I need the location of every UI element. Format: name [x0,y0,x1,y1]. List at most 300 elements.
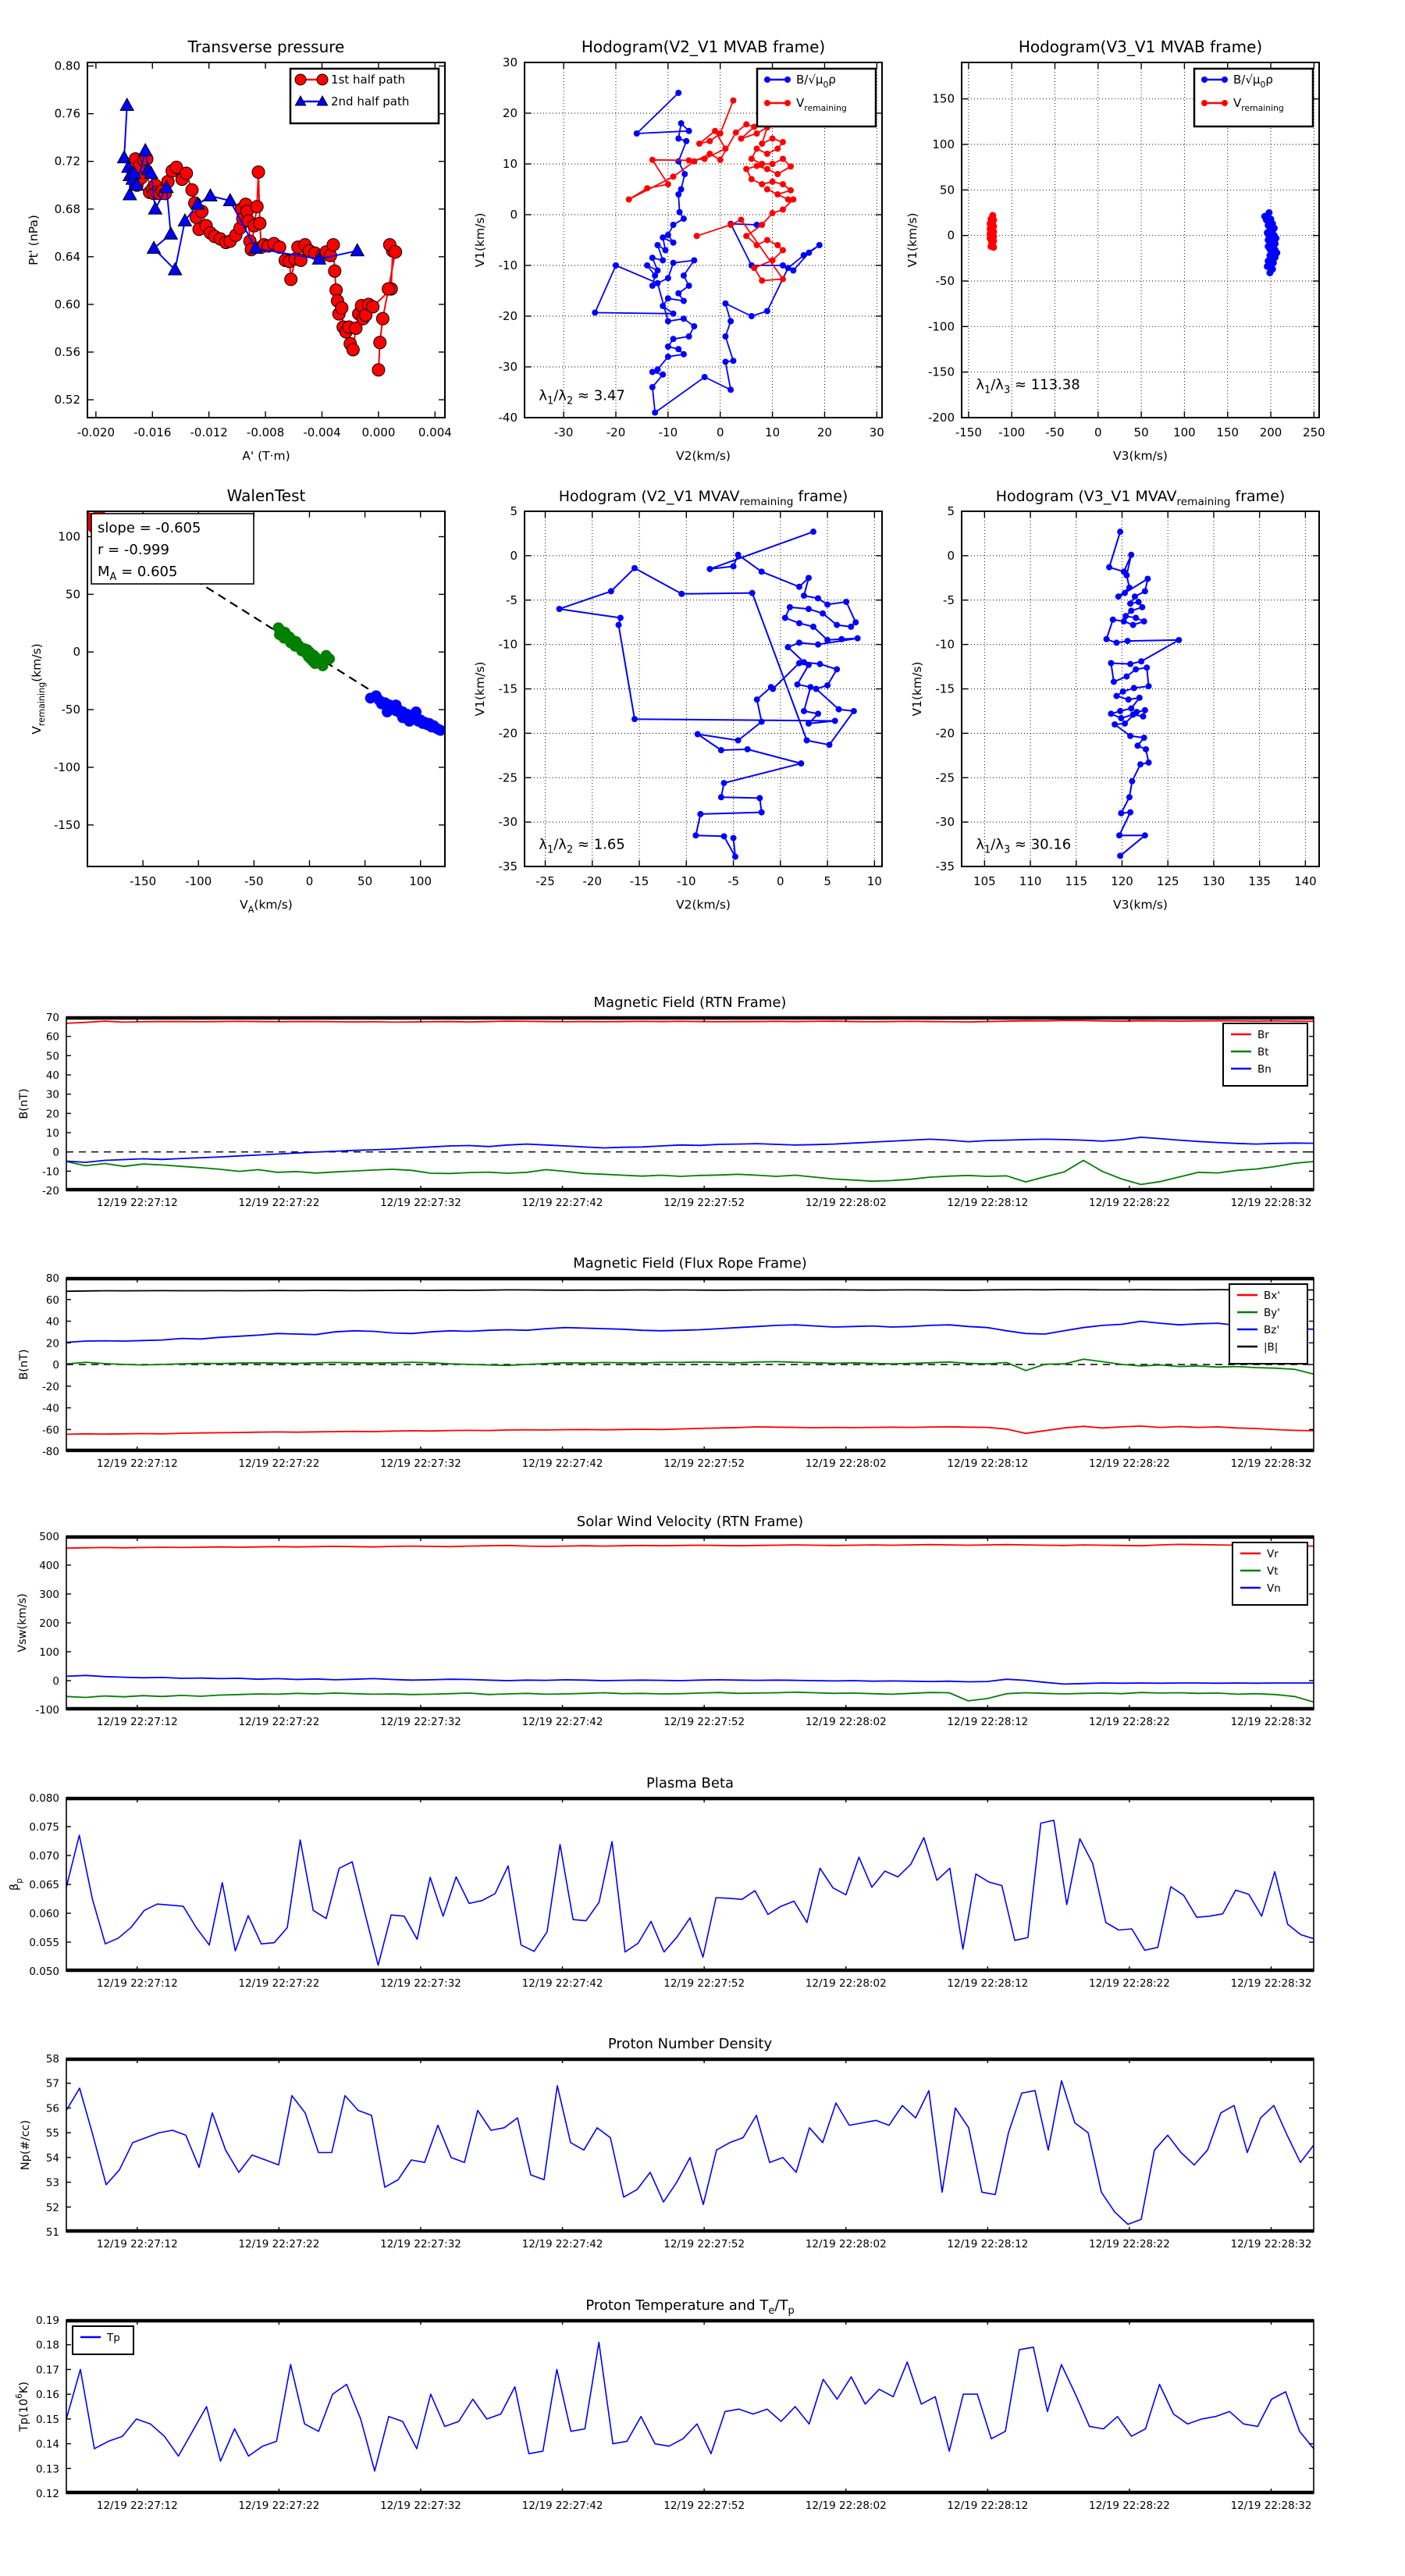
svg-text:12/19 22:28:32: 12/19 22:28:32 [1230,1977,1312,1990]
svg-text:-40: -40 [498,411,518,425]
plasma-beta-axes [29,1792,1314,1990]
svg-text:0.004: 0.004 [418,425,452,439]
svg-text:100: 100 [932,137,955,151]
svg-text:60: 60 [45,1030,59,1044]
solar-wind-velocity-svg [16,1514,1314,1728]
svg-text:500: 500 [39,1531,59,1543]
svg-text:-0.004: -0.004 [303,425,341,439]
hodogram-v3v1-mvab-series-v-remaining-cluster [987,212,997,251]
svg-text:0.055: 0.055 [29,1937,59,1949]
svg-text:-30: -30 [498,360,518,374]
svg-text:-5: -5 [943,592,955,607]
proton-temperature-svg [15,2297,1314,2512]
hodogram-v2v1-mvav-svg [473,488,882,912]
svg-text:-5: -5 [727,874,740,888]
magnetic-field-rtn-legend [1223,1023,1307,1086]
svg-text:0.56: 0.56 [54,345,80,360]
svg-text:0: 0 [52,1359,59,1372]
svg-text:300: 300 [39,1589,59,1601]
magnetic-field-flux-rope-axes [42,1272,1314,1470]
svg-text:30: 30 [502,55,518,69]
solar-wind-velocity-series-Vr [66,1544,1314,1548]
plot-magnetic-field-flux-rope [18,1255,1314,1470]
svg-text:Vremaining: $V_{remaining}$ [796,96,847,113]
svg-text:12/19 22:27:12: 12/19 22:27:12 [96,1457,178,1470]
svg-text:Bx': Bx' [1264,1290,1280,1302]
svg-text:12/19 22:27:32: 12/19 22:27:32 [380,1716,461,1728]
magnetic-field-flux-rope-legend [1229,1284,1307,1364]
hodogram-v2v1-mvav-title: Hodogram (V2_V1 $MVAV_{remaining}$ frame) [558,488,848,508]
svg-text:135: 135 [1248,874,1271,888]
plot-walen-test [30,486,445,915]
svg-text:0.18: 0.18 [35,2339,59,2352]
magnetic-field-flux-rope-series-Bx-prime [66,1426,1314,1435]
svg-text:50: 50 [45,1050,59,1063]
svg-text:Vremaining: $V_{remaining}$ [1233,96,1284,113]
svg-text:20: 20 [502,106,518,120]
svg-text:12/19 22:28:12: 12/19 22:28:12 [947,1457,1029,1470]
plot-hodogram-v3v1-mvab-frame [905,37,1325,463]
svg-text:30: 30 [45,1088,59,1101]
svg-text:150: 150 [1216,425,1240,439]
svg-text:12/19 22:28:02: 12/19 22:28:02 [805,1977,887,1990]
svg-text:12/19 22:28:02: 12/19 22:28:02 [805,1457,887,1470]
walen-test-xlabel: $V_A(km/s)$ [240,898,293,915]
svg-text:0.065: 0.065 [29,1879,59,1891]
svg-text:5: 5 [947,504,955,518]
svg-text:Tp: Tp [107,2332,120,2344]
svg-text:12/19 22:28:12: 12/19 22:28:12 [947,2500,1029,2512]
walen-test-title: WalenTest [226,486,306,505]
plot-transverse-pressure [27,37,452,463]
svg-text:12/19 22:28:12: 12/19 22:28:12 [947,1977,1029,1990]
svg-text:0.14: 0.14 [35,2438,59,2451]
svg-text:-20: -20 [41,1185,59,1197]
proton-temperature-legend [73,2326,133,2354]
hodogram-v3v1-mvav-series-v-hodogram [1104,528,1183,859]
svg-text:12/19 22:27:52: 12/19 22:27:52 [663,1716,745,1728]
plot-plasma-beta [9,1775,1314,1990]
svg-text:Bt: Bt [1257,1046,1269,1059]
svg-text:50: 50 [939,183,955,197]
svg-text:12/19 22:27:12: 12/19 22:27:12 [96,1977,178,1990]
hodogram-v2v1-mvab-annotation: $\lambda_1/\lambda_2 \approx 3.47$ [539,387,625,407]
svg-text:10: 10 [45,1127,59,1140]
svg-text:12/19 22:27:32: 12/19 22:27:32 [380,2238,461,2250]
svg-text:12/19 22:27:22: 12/19 22:27:22 [238,1457,320,1470]
hodogram-v3v1-mvav-xlabel: V3(km/s) [1113,898,1168,912]
plot-hodogram-v2v1-mvab-frame [473,37,884,463]
magnetic-field-flux-rope-svg [18,1255,1314,1470]
svg-text:12/19 22:27:42: 12/19 22:27:42 [521,2500,603,2512]
transverse-pressure-svg [27,37,452,463]
svg-text:0: 0 [73,645,80,660]
svg-text:58: 58 [45,2053,59,2065]
plasma-beta-series-beta [66,1820,1314,1966]
svg-text:r = -0.999: r = -0.999 [98,542,169,558]
hodogram-v2v1-mvab-legend [757,69,876,126]
proton-number-density-series-Np [66,2081,1314,2225]
walen-test-series-green-cluster [273,622,335,671]
svg-text:-0.012: -0.012 [190,425,228,439]
transverse-pressure-xlabel: A' (T·m) [242,449,290,463]
svg-text:0.64: 0.64 [54,249,80,264]
svg-text:Bz': Bz' [1264,1324,1280,1336]
svg-text:12/19 22:28:22: 12/19 22:28:22 [1089,2238,1170,2250]
transverse-pressure-ylabel: Pt' (nPa) [27,215,41,265]
plot-hodogram-v2v1-mvav-frame [473,488,882,912]
svg-text:-0.016: -0.016 [133,425,172,439]
hodogram-v2v1-mvab-title: Hodogram(V2_V1 MVAB frame) [581,37,826,56]
svg-text:10: 10 [765,425,781,439]
svg-text:-20: -20 [582,874,603,888]
magnetic-field-rtn-title: Magnetic Field (RTN Frame) [593,994,787,1011]
svg-text:20: 20 [45,1108,59,1121]
svg-text:0.16: 0.16 [35,2389,59,2402]
svg-text:0: 0 [52,1146,59,1159]
svg-text:12/19 22:27:32: 12/19 22:27:32 [380,2500,461,2512]
svg-text:-150: -150 [927,365,955,379]
walen-test-stats-box [91,514,254,584]
svg-text:0.060: 0.060 [29,1908,59,1920]
svg-text:0: 0 [510,548,518,563]
svg-text:By': By' [1264,1307,1280,1319]
svg-text:-20: -20 [498,309,518,323]
magnetic-field-flux-rope-series-Bz-prime [66,1322,1314,1343]
hodogram-v3v1-mvav-svg [910,488,1319,912]
svg-text:20: 20 [45,1337,59,1350]
svg-text:-15: -15 [498,681,518,696]
svg-text:12/19 22:28:22: 12/19 22:28:22 [1089,1977,1170,1990]
svg-text:12/19 22:27:22: 12/19 22:27:22 [238,2238,320,2250]
svg-text:-20: -20 [498,726,518,741]
svg-text:12/19 22:27:52: 12/19 22:27:52 [663,2238,745,2250]
plot-proton-number-density [20,2036,1314,2250]
svg-text:5: 5 [510,504,518,518]
svg-text:200: 200 [39,1617,59,1630]
svg-text:-15: -15 [935,681,955,696]
svg-text:-150: -150 [130,874,157,888]
svg-text:10: 10 [866,874,882,888]
svg-text:0.76: 0.76 [54,106,80,121]
svg-text:-10: -10 [498,637,518,652]
proton-temperature-title: Proton Temperature and $T_e/T_p$ [585,2297,795,2317]
svg-text:150: 150 [932,91,955,106]
svg-text:60: 60 [45,1293,59,1307]
svg-text:400: 400 [39,1560,59,1572]
svg-text:-10: -10 [498,258,518,272]
svg-text:-200: -200 [927,411,955,425]
svg-text:|B|: |B| [1264,1341,1279,1354]
svg-text:B/√μ0ρ: $B/√\mu_0\rho$ [796,73,836,90]
svg-text:Vn: Vn [1267,1582,1281,1595]
svg-text:-25: -25 [498,770,518,785]
magnetic-field-rtn-svg [18,994,1314,1209]
hodogram-v3v1-mvav-annotation: $\lambda_1/\lambda_3 \approx 30.16$ [976,836,1072,856]
svg-text:12/19 22:27:42: 12/19 22:27:42 [521,1197,603,1209]
svg-text:12/19 22:28:32: 12/19 22:28:32 [1230,2500,1312,2512]
svg-text:-10: -10 [41,1165,59,1179]
svg-text:115: 115 [1065,874,1088,888]
svg-text:40: 40 [45,1315,59,1329]
svg-text:0.075: 0.075 [29,1821,59,1834]
svg-text:0.72: 0.72 [54,154,80,169]
svg-text:-40: -40 [41,1402,59,1415]
hodogram-v2v1-mvab-xlabel: V2(km/s) [676,449,731,463]
proton-number-density-title: Proton Number Density [607,2036,773,2052]
svg-text:20: 20 [816,425,832,439]
svg-text:40: 40 [45,1069,59,1082]
svg-text:12/19 22:28:12: 12/19 22:28:12 [947,1716,1029,1728]
svg-text:-50: -50 [935,274,955,288]
svg-text:-150: -150 [955,425,982,439]
svg-text:-0.008: -0.008 [246,425,285,439]
svg-text:1st half path: 1st half path [331,73,406,87]
svg-text:10: 10 [502,157,518,171]
svg-text:-5: -5 [506,592,518,607]
svg-text:30: 30 [869,425,884,439]
proton-temperature-axes [36,2314,1314,2512]
svg-text:12/19 22:27:22: 12/19 22:27:22 [238,1716,320,1728]
svg-text:-20: -20 [606,425,626,439]
svg-text:-50: -50 [244,874,264,888]
svg-text:12/19 22:27:12: 12/19 22:27:12 [96,1197,178,1209]
svg-text:0.52: 0.52 [54,393,80,407]
svg-text:-25: -25 [535,874,555,888]
svg-text:Bn: Bn [1257,1063,1272,1076]
svg-text:100: 100 [58,529,80,544]
svg-text:12/19 22:27:32: 12/19 22:27:32 [380,1197,461,1209]
solar-wind-velocity-legend [1232,1542,1307,1605]
svg-text:12/19 22:27:52: 12/19 22:27:52 [663,1457,745,1470]
svg-text:0.13: 0.13 [35,2463,59,2476]
svg-text:12/19 22:27:22: 12/19 22:27:22 [238,2500,320,2512]
svg-text:-80: -80 [41,1446,59,1458]
svg-text:0: 0 [947,548,955,563]
hodogram-v2v1-mvab-svg [473,37,884,463]
svg-text:-50: -50 [1045,425,1065,439]
svg-text:0: 0 [947,228,955,243]
hodogram-v3v1-mvab-ylabel: V1(km/s) [905,212,919,268]
svg-text:12/19 22:28:02: 12/19 22:28:02 [805,1716,887,1728]
svg-text:50: 50 [65,587,80,602]
magnetic-field-flux-rope-series-By-prime [66,1359,1314,1374]
svg-text:-25: -25 [935,770,955,785]
svg-text:-0.020: -0.020 [76,425,116,439]
svg-text:12/19 22:27:12: 12/19 22:27:12 [96,1716,178,1728]
svg-text:-30: -30 [935,815,955,830]
svg-text:250: 250 [1303,425,1325,439]
hodogram-v2v1-mvav-xlabel: V2(km/s) [676,898,731,912]
svg-text:80: 80 [45,1272,59,1285]
svg-text:Vt: Vt [1267,1565,1279,1578]
hodogram-v3v1-mvab-svg [905,37,1325,463]
plot-solar-wind-velocity [16,1514,1314,1728]
hodogram-v3v1-mvav-title: Hodogram (V3_V1 $MVAV_{remaining}$ frame) [995,488,1286,508]
svg-text:Br: Br [1257,1029,1269,1041]
svg-text:105: 105 [973,874,996,888]
magnetic-field-rtn-ylabel: B(nT) [18,1088,30,1119]
svg-text:0.60: 0.60 [54,297,80,311]
svg-text:12/19 22:27:52: 12/19 22:27:52 [663,1977,745,1990]
svg-text:MA = 0.605: $M_A = 0.605$ [98,564,178,583]
svg-text:-35: -35 [498,859,518,873]
svg-text:12/19 22:28:02: 12/19 22:28:02 [805,1197,887,1209]
hodogram-v2v1-mvav-annotation: $\lambda_1/\lambda_2 \approx 1.65$ [539,836,625,856]
svg-text:Vr: Vr [1267,1548,1279,1560]
svg-text:B/√μ0ρ: $B/√\mu_0\rho$ [1233,73,1273,90]
svg-text:-35: -35 [935,859,955,873]
svg-text:slope = -0.605: slope = -0.605 [98,520,201,536]
magnetic-field-flux-rope-series-B-magnitude [66,1290,1314,1291]
hodogram-v3v1-mvab-series-b-cluster [1261,209,1280,276]
svg-text:0.000: 0.000 [361,425,396,439]
svg-text:0: 0 [1094,425,1102,439]
magnetic-field-flux-rope-ylabel: B(nT) [18,1349,30,1380]
svg-text:0.19: 0.19 [35,2314,59,2327]
svg-text:-10: -10 [935,637,955,652]
solar-wind-velocity-axes [35,1531,1314,1728]
svg-text:0.15: 0.15 [35,2413,59,2426]
magnetic-field-flux-rope-title: Magnetic Field (Flux Rope Frame) [573,1255,807,1272]
svg-text:12/19 22:28:22: 12/19 22:28:22 [1089,1197,1170,1209]
svg-text:-100: -100 [185,874,212,888]
transverse-pressure-title: Transverse pressure [187,37,345,56]
svg-text:100: 100 [409,874,432,888]
hodogram-v2v1-mvav-series-v-hodogram [557,528,861,859]
svg-text:200: 200 [1259,425,1282,439]
svg-text:51: 51 [45,2226,59,2239]
svg-text:100: 100 [39,1646,59,1659]
plot-proton-temperature [15,2297,1314,2512]
magnetic-field-rtn-series-Br [66,1020,1314,1023]
plasma-beta-ylabel: $\beta_p$ [9,1878,24,1891]
svg-text:12/19 22:27:42: 12/19 22:27:42 [521,1716,603,1728]
solar-wind-velocity-series-Vn [66,1675,1314,1684]
plot-hodogram-v3v1-mvav-frame [910,488,1319,912]
svg-text:12/19 22:28:32: 12/19 22:28:32 [1230,1197,1312,1209]
proton-temperature-ylabel: $Tp(10^6K)$ [15,2382,30,2432]
svg-text:12/19 22:28:22: 12/19 22:28:22 [1089,1457,1170,1470]
svg-text:52: 52 [45,2201,59,2215]
svg-text:12/19 22:27:12: 12/19 22:27:12 [96,2500,178,2512]
svg-text:0: 0 [305,874,314,888]
svg-text:0.17: 0.17 [35,2364,59,2377]
walen-test-svg [30,486,445,915]
proton-temperature-series-Tp [66,2343,1314,2471]
svg-text:-10: -10 [658,425,678,439]
svg-text:0: 0 [52,1675,59,1688]
svg-text:125: 125 [1156,874,1179,888]
hodogram-v3v1-mvav-ylabel: V1(km/s) [910,661,924,717]
svg-text:0.070: 0.070 [29,1850,59,1863]
svg-text:-100: -100 [927,319,955,334]
proton-number-density-ylabel: Np(#/cc) [20,2119,32,2171]
svg-text:-20: -20 [41,1380,59,1393]
svg-text:12/19 22:27:12: 12/19 22:27:12 [96,2238,178,2250]
svg-text:-100: -100 [53,760,80,774]
svg-text:12/19 22:27:42: 12/19 22:27:42 [521,2238,603,2250]
svg-text:-10: -10 [677,874,696,888]
plot-magnetic-field-rtn [18,994,1314,1209]
svg-text:0.050: 0.050 [29,1966,59,1978]
svg-text:12/19 22:28:22: 12/19 22:28:22 [1089,2500,1170,2512]
svg-text:54: 54 [45,2151,59,2165]
svg-text:55: 55 [45,2127,59,2140]
hodogram-v3v1-mvav-grid [962,511,1319,866]
hodogram-v2v1-mvab-series-b-hodogram [592,90,823,416]
hodogram-v3v1-mvab-annotation: $\lambda_1/\lambda_3 \approx 113.38$ [976,376,1080,397]
hodogram-v3v1-mvab-title: Hodogram(V3_V1 MVAB frame) [1018,37,1263,56]
svg-text:-100: -100 [998,425,1026,439]
svg-text:-100: -100 [35,1704,59,1717]
svg-text:0.12: 0.12 [35,2488,59,2500]
svg-text:12/19 22:27:32: 12/19 22:27:32 [380,1457,461,1470]
svg-text:0: 0 [777,874,784,888]
svg-text:-15: -15 [629,874,649,888]
svg-text:120: 120 [1111,874,1133,888]
svg-text:12/19 22:27:52: 12/19 22:27:52 [663,2500,745,2512]
svg-text:12/19 22:28:12: 12/19 22:28:12 [947,1197,1029,1209]
proton-number-density-svg [20,2036,1314,2250]
magnetic-field-rtn-series-Bt [66,1161,1314,1185]
hodogram-v3v1-mvab-xlabel: V3(km/s) [1113,449,1168,463]
svg-text:0.080: 0.080 [29,1792,59,1805]
svg-text:53: 53 [45,2176,59,2190]
walen-test-series-blue-cluster [365,690,446,735]
transverse-pressure-legend [290,69,439,123]
svg-text:0.68: 0.68 [54,201,80,216]
svg-text:5: 5 [823,874,831,888]
svg-text:140: 140 [1294,874,1317,888]
solar-wind-velocity-ylabel: Vsw(km/s) [16,1593,29,1653]
svg-text:0.80: 0.80 [54,59,80,73]
svg-text:-50: -50 [61,703,80,717]
hodogram-v3v1-mvab-legend [1194,69,1313,126]
svg-text:12/19 22:28:12: 12/19 22:28:12 [947,2238,1029,2250]
svg-text:12/19 22:28:22: 12/19 22:28:22 [1089,1716,1170,1728]
walen-test-ylabel: $V_{remaining}(km/s)$ [30,643,47,735]
svg-text:0: 0 [716,425,724,439]
svg-text:12/19 22:27:42: 12/19 22:27:42 [521,1457,603,1470]
svg-text:12/19 22:28:32: 12/19 22:28:32 [1230,2238,1312,2250]
plasma-beta-title: Plasma Beta [646,1775,735,1791]
svg-text:-60: -60 [41,1424,59,1437]
svg-text:-20: -20 [935,726,955,741]
svg-text:12/19 22:27:42: 12/19 22:27:42 [521,1977,603,1990]
hodogram-v2v1-mvav-ylabel: V1(km/s) [473,661,487,717]
svg-text:12/19 22:27:22: 12/19 22:27:22 [238,1977,320,1990]
svg-text:57: 57 [45,2077,59,2090]
svg-text:12/19 22:27:52: 12/19 22:27:52 [663,1197,745,1209]
svg-text:-150: -150 [53,817,80,832]
svg-text:12/19 22:27:22: 12/19 22:27:22 [238,1197,320,1209]
svg-text:12/19 22:28:32: 12/19 22:28:32 [1230,1457,1312,1470]
svg-text:50: 50 [357,874,373,888]
magnetic-field-rtn-series-Bn [66,1137,1314,1162]
solar-wind-velocity-title: Solar Wind Velocity (RTN Frame) [576,1514,804,1530]
svg-text:0: 0 [510,208,518,222]
hodogram-v2v1-mvab-ylabel: V1(km/s) [473,212,487,268]
svg-text:-30: -30 [498,815,518,830]
svg-text:-30: -30 [553,425,574,439]
solar-wind-velocity-series-Vt [66,1692,1314,1703]
svg-text:70: 70 [45,1012,59,1024]
svg-text:50: 50 [1133,425,1149,439]
svg-text:110: 110 [1019,874,1042,888]
svg-text:12/19 22:28:32: 12/19 22:28:32 [1230,1716,1312,1728]
svg-text:12/19 22:28:02: 12/19 22:28:02 [805,2238,887,2250]
